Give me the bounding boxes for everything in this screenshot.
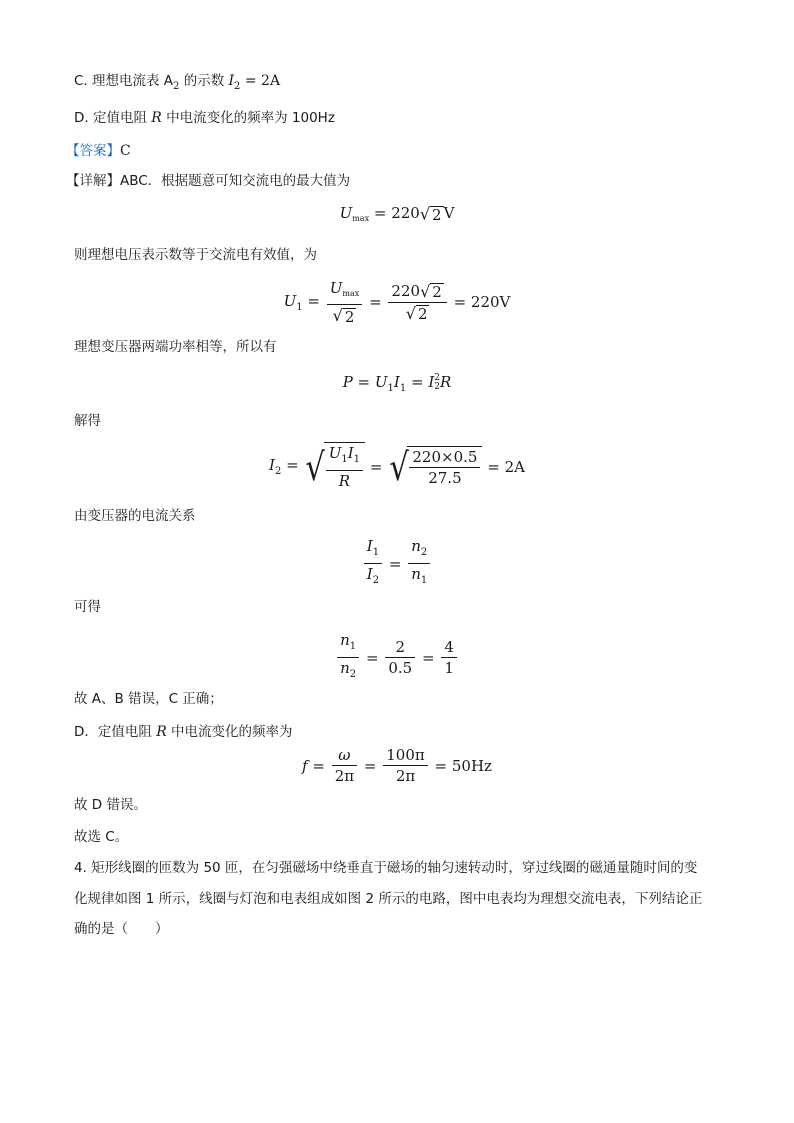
eq3-lhs: P	[342, 373, 353, 391]
eq4-num1a: U	[328, 444, 342, 462]
detail-text: ABC．根据题意可知交流电的最大值为	[120, 173, 351, 189]
paragraph-6: 故 A、B 错误，C 正确；	[74, 691, 223, 707]
eq2-num1-sub: max	[342, 289, 360, 298]
eq5-den1: I	[366, 565, 373, 583]
eq5-num2: n	[411, 537, 421, 555]
eq5-num1-sub: 1	[372, 547, 380, 558]
eq6-frac-1	[337, 630, 359, 685]
equation-umax	[0, 204, 794, 224]
detail-tag: 【详解】	[66, 173, 120, 189]
eq2-den1: 2	[344, 307, 355, 326]
eq6-frac-2	[385, 637, 415, 678]
option-c-value: = 2A	[240, 73, 281, 89]
eq7-num1: ω	[332, 745, 357, 766]
eq4-num1b: I	[347, 444, 354, 462]
eq1-rhs: = 220	[369, 204, 420, 222]
option-c-var-sub: 2	[234, 81, 241, 92]
equation-i2: $I_2$ = √ $\frac{U_1I_1}{R}$ = √ $\frac{220\times 0.5}{27.5}$ = 2A	[269, 444, 525, 490]
paragraph-7	[74, 723, 293, 741]
eq3-r1-sup: 2	[434, 373, 441, 383]
eq6-num3: 4	[441, 637, 457, 658]
eq6-num1: n	[340, 631, 350, 649]
eq4-result: = 2A	[487, 457, 525, 476]
option-d-label: D. 定值电阻	[74, 110, 152, 126]
eq6-frac-3	[441, 637, 457, 678]
eq4-den2: 27.5	[428, 468, 462, 487]
eq2-num2-coef: 220	[391, 281, 421, 300]
eq4-num2: 220×0.5	[409, 447, 480, 468]
eq6-num1-sub: 1	[349, 641, 357, 652]
paragraph-4: 由变压器的电流关系	[74, 508, 196, 524]
p7-var: R	[156, 724, 167, 740]
radical-sign: √	[405, 303, 416, 323]
eq4-num1a-sub: 1	[341, 454, 348, 465]
eq3-r2: R	[440, 373, 452, 391]
eq3-mid1-sub: 1	[387, 383, 394, 394]
eq3-mid2: I	[393, 373, 400, 391]
eq5-frac-1	[364, 536, 382, 591]
eq2-num2-rad: 2	[432, 283, 442, 301]
paragraph-3: 解得	[74, 413, 101, 429]
equation-power: $P = U_1I_1 = I$ 2 2 R	[342, 373, 452, 394]
eq7-frac-2	[383, 745, 428, 786]
equation-u1: $U_1$ = $\frac{U_{max}}{√ 2}$ = $\frac{220√ 2}{√ 2}$ = 220V	[283, 279, 511, 326]
radical-sign: √	[419, 204, 431, 224]
option-d	[74, 109, 335, 127]
radical-sign: √	[305, 444, 326, 489]
option-c-sub: 2	[173, 81, 180, 92]
detail-line	[66, 172, 350, 190]
eq2-frac-2	[388, 281, 446, 324]
option-d-rest: 中电流变化的频率为 100Hz	[161, 110, 335, 126]
eq5-frac-2	[408, 536, 430, 591]
paragraph-5: 可得	[74, 599, 101, 615]
eq1-lhs: U	[339, 204, 353, 222]
eq5-den2: n	[411, 565, 421, 583]
eq4-lhs-sub: 2	[274, 466, 282, 477]
eq5-den1-sub: 2	[372, 575, 380, 586]
eq5-num1: I	[366, 537, 373, 555]
eq7-num2: 100π	[383, 745, 428, 766]
paragraph-1: 则理想电压表示数等于交流电有效值，为	[74, 247, 317, 263]
eq5-num2-sub: 2	[420, 547, 428, 558]
equation-turns-ratio: $\frac{n_1}{n_2}$ = $\frac{2}{0.5}$ = $\frac{4}{1}$	[0, 630, 794, 685]
radical-sign: √	[420, 281, 431, 301]
eq3-r1-sub: 2	[434, 382, 441, 392]
eq4-frac-2	[409, 447, 480, 488]
equation-current-ratio: $\frac{I_1}{I_2}$ = $\frac{n_2}{n_1}$	[0, 536, 794, 591]
eq2-lhs-sub: 1	[296, 301, 303, 313]
eq2-num1: U	[329, 279, 343, 297]
radical-sign: √	[332, 306, 343, 325]
eq7-den1: 2π	[334, 767, 355, 785]
radical-sign: √	[389, 444, 409, 489]
p7-rest: 中电流变化的频率为	[166, 724, 293, 740]
eq2-den2: 2	[417, 305, 428, 323]
eq3-r1: I	[428, 373, 435, 391]
eq2-lhs: U	[283, 291, 297, 310]
eq4-lhs: I	[269, 456, 275, 474]
paragraph-9: 故选 C。	[74, 829, 129, 845]
equation-frequency: f = $\frac{\omega}{2\pi}$ = $\frac{100\pi}{2\pi}$ = 50Hz	[302, 746, 492, 785]
option-c	[74, 72, 280, 96]
eq1-lhs-sub: max	[352, 214, 370, 223]
eq6-num2: 2	[385, 637, 415, 658]
answer-value: C	[120, 143, 131, 159]
option-d-var: R	[151, 110, 162, 126]
paragraph-2: 理想变压器两端功率相等，所以有	[74, 339, 277, 355]
eq4-num1b-sub: 1	[353, 454, 361, 465]
eq7-den2: 2π	[395, 767, 416, 785]
answer-line	[66, 142, 131, 160]
paragraph-8: 故 D 错误。	[74, 797, 147, 813]
p7-label: D．定值电阻	[74, 724, 157, 740]
eq7-result: = 50Hz	[434, 756, 492, 775]
eq1-unit: V	[443, 204, 455, 222]
question-4-line-3: 确的是（ ）	[74, 921, 169, 937]
eq6-den1: n	[340, 659, 350, 677]
eq3-mid1: U	[374, 373, 388, 391]
option-c-mid: 的示数	[179, 73, 229, 89]
question-4-line-2: 化规律如图 1 所示，线圈与灯泡和电表组成如图 2 所示的电路，图中电表均为理想交流电表，下列结论正	[74, 891, 703, 907]
eq4-den1: R	[338, 472, 350, 490]
eq1-radicand: 2	[432, 205, 442, 224]
answer-tag: 【答案】	[66, 143, 120, 159]
eq6-den3: 1	[444, 659, 454, 677]
option-c-label: C. 理想电流表 A	[74, 73, 174, 89]
eq4-frac-1	[326, 443, 363, 491]
option-c-var: I	[228, 73, 235, 89]
eq6-den1-sub: 2	[349, 669, 357, 680]
eq2-frac-1	[327, 278, 363, 326]
eq3-mid2-sub: 1	[399, 383, 407, 394]
eq2-result: = 220V	[453, 293, 511, 311]
eq6-den2: 0.5	[388, 659, 413, 677]
eq7-frac-1	[332, 745, 357, 786]
eq7-lhs: f	[302, 756, 308, 775]
question-4-line-1: 4. 矩形线圈的匝数为 50 匝，在匀强磁场中绕垂直于磁场的轴匀速转动时，穿过线圈的磁通量随时间的变	[74, 860, 698, 876]
eq5-den2-sub: 1	[420, 575, 428, 586]
